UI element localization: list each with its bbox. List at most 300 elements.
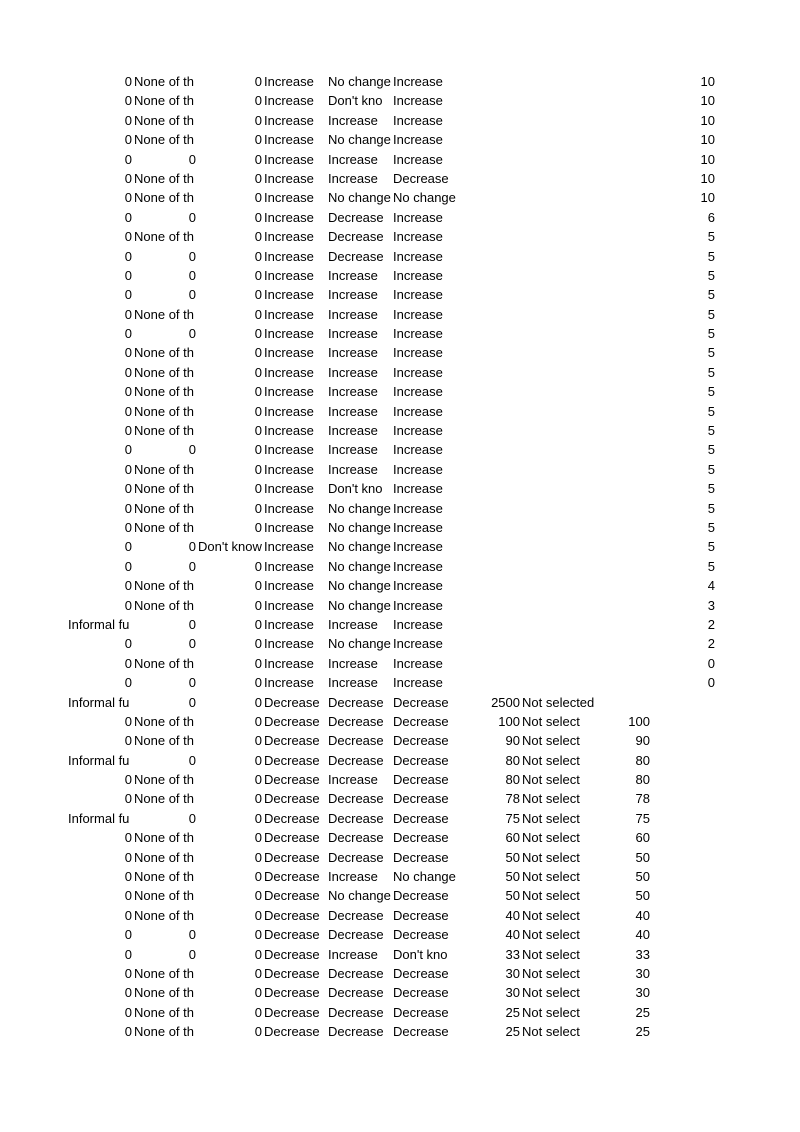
cell-response: None of th [134, 112, 194, 128]
cell-direction-1: Decrease [264, 927, 320, 943]
cell-selection: Not select [522, 733, 580, 749]
cell-direction-3: Decrease [393, 791, 449, 807]
cell-direction-3: Increase [393, 539, 443, 555]
cell-count-3: 0 [254, 810, 262, 826]
cell-count-1: 0 [124, 1024, 132, 1040]
cell-score: 2 [707, 636, 715, 652]
cell-amount: 50 [505, 849, 520, 865]
cell-count-2: 0 [188, 694, 196, 710]
cell-count-1: 0 [124, 345, 132, 361]
cell-count-3: 0 [254, 132, 262, 148]
cell-selection: Not select [522, 869, 580, 885]
cell-direction-2: No change [328, 558, 391, 574]
table-row [0, 828, 800, 847]
cell-direction-1: Increase [264, 442, 314, 458]
cell-direction-3: Increase [393, 326, 443, 342]
cell-response: None of th [134, 93, 194, 109]
cell-direction-2: No change [328, 636, 391, 652]
cell-direction-3: No change [393, 190, 456, 206]
cell-count-2: 0 [188, 539, 196, 555]
cell-count-1: 0 [124, 267, 132, 283]
cell-response: None of th [134, 869, 194, 885]
cell-direction-1: Decrease [264, 869, 320, 885]
cell-direction-3: Increase [393, 616, 443, 632]
table-row [0, 945, 800, 964]
cell-direction-1: Increase [264, 248, 314, 264]
cell-direction-1: Decrease [264, 907, 320, 923]
cell-response: None of th [134, 597, 194, 613]
cell-value: 100 [628, 713, 650, 729]
cell-value: 60 [635, 830, 650, 846]
cell-selection: Not select [522, 888, 580, 904]
cell-direction-2: Decrease [328, 713, 384, 729]
cell-response: None of th [134, 190, 194, 206]
cell-direction-2: No change [328, 132, 391, 148]
cell-score: 10 [700, 74, 715, 89]
cell-direction-2: Decrease [328, 229, 384, 245]
cell-value: 25 [635, 1024, 650, 1040]
cell-direction-1: Decrease [264, 888, 320, 904]
cell-direction-2: Decrease [328, 927, 384, 943]
cell-direction-1: Increase [264, 112, 314, 128]
cell-direction-1: Increase [264, 170, 314, 186]
table-row [0, 634, 800, 653]
cell-score: 5 [707, 364, 715, 380]
cell-direction-3: Decrease [393, 772, 449, 788]
cell-direction-3: Increase [393, 481, 443, 497]
cell-direction-1: Increase [264, 209, 314, 225]
cell-count-3: 0 [254, 267, 262, 283]
cell-response: None of th [134, 830, 194, 846]
cell-direction-1: Increase [264, 519, 314, 535]
cell-direction-2: Increase [328, 869, 378, 885]
cell-score: 5 [707, 500, 715, 516]
cell-direction-2: Decrease [328, 849, 384, 865]
cell-score: 5 [707, 267, 715, 283]
table-row [0, 188, 800, 207]
cell-direction-2: Increase [328, 267, 378, 283]
cell-value: 50 [635, 869, 650, 885]
cell-response: None of th [134, 74, 194, 89]
cell-count-3: 0 [254, 93, 262, 109]
cell-direction-1: Increase [264, 423, 314, 439]
cell-selection: Not select [522, 713, 580, 729]
cell-direction-1: Decrease [264, 752, 320, 768]
table-row [0, 518, 800, 537]
cell-direction-1: Decrease [264, 1024, 320, 1040]
table-row [0, 731, 800, 750]
cell-category: Informal fu [68, 616, 130, 632]
cell-count-3: 0 [254, 1004, 262, 1020]
cell-direction-2: Increase [328, 442, 378, 458]
cell-count-3: 0 [254, 927, 262, 943]
cell-count-3: 0 [254, 326, 262, 342]
cell-direction-2: Increase [328, 461, 378, 477]
cell-selection: Not select [522, 791, 580, 807]
cell-direction-2: Decrease [328, 694, 384, 710]
table-row [0, 169, 800, 188]
cell-direction-3: Increase [393, 655, 443, 671]
cell-direction-3: Decrease [393, 694, 449, 710]
cell-count-3: 0 [254, 752, 262, 768]
cell-response: None of th [134, 985, 194, 1001]
cell-response: None of th [134, 965, 194, 981]
cell-count-2: 0 [188, 442, 196, 458]
cell-direction-3: Decrease [393, 888, 449, 904]
cell-count-1: 0 [124, 791, 132, 807]
cell-score: 5 [707, 539, 715, 555]
cell-count-2: 0 [188, 209, 196, 225]
cell-direction-3: Decrease [393, 713, 449, 729]
cell-direction-2: Increase [328, 306, 378, 322]
cell-direction-3: Increase [393, 306, 443, 322]
cell-amount: 80 [505, 772, 520, 788]
cell-selection: Not select [522, 752, 580, 768]
cell-direction-1: Increase [264, 306, 314, 322]
cell-value: 90 [635, 733, 650, 749]
cell-direction-2: Increase [328, 151, 378, 167]
cell-count-3: 0 [254, 190, 262, 206]
cell-value: 30 [635, 965, 650, 981]
cell-count-2: 0 [188, 810, 196, 826]
table-row [0, 693, 800, 712]
cell-selection: Not select [522, 810, 580, 826]
cell-response: None of th [134, 791, 194, 807]
cell-count-3: 0 [254, 481, 262, 497]
cell-value: 75 [635, 810, 650, 826]
cell-value: 50 [635, 888, 650, 904]
table-row [0, 925, 800, 944]
cell-response: None of th [134, 461, 194, 477]
cell-direction-1: Increase [264, 616, 314, 632]
table-row [0, 382, 800, 401]
cell-score: 10 [700, 132, 715, 148]
table-row [0, 227, 800, 246]
table-row [0, 848, 800, 867]
table-row [0, 72, 800, 91]
cell-direction-2: Increase [328, 423, 378, 439]
cell-amount: 50 [505, 869, 520, 885]
cell-selection: Not select [522, 927, 580, 943]
cell-direction-1: Increase [264, 345, 314, 361]
cell-amount: 30 [505, 985, 520, 1001]
cell-direction-1: Increase [264, 229, 314, 245]
cell-count-3: 0 [254, 907, 262, 923]
cell-amount: 90 [505, 733, 520, 749]
cell-count-3: 0 [254, 791, 262, 807]
cell-amount: 40 [505, 927, 520, 943]
cell-direction-3: Decrease [393, 752, 449, 768]
cell-amount: 2500 [491, 694, 520, 710]
cell-response: None of th [134, 1024, 194, 1040]
cell-direction-2: Increase [328, 170, 378, 186]
cell-count-1: 0 [124, 74, 132, 89]
cell-count-3: 0 [254, 345, 262, 361]
cell-direction-1: Decrease [264, 810, 320, 826]
cell-count-3: 0 [254, 461, 262, 477]
cell-direction-2: No change [328, 539, 391, 555]
cell-response: None of th [134, 500, 194, 516]
cell-direction-2: Decrease [328, 1004, 384, 1020]
cell-count-1: 0 [124, 849, 132, 865]
cell-direction-3: Increase [393, 461, 443, 477]
cell-value: 25 [635, 1004, 650, 1020]
cell-count-3: 0 [254, 558, 262, 574]
cell-count-1: 0 [124, 558, 132, 574]
cell-count-1: 0 [124, 733, 132, 749]
cell-direction-3: Increase [393, 500, 443, 516]
cell-count-1: 0 [124, 830, 132, 846]
cell-response: None of th [134, 1004, 194, 1020]
cell-count-2: 0 [188, 267, 196, 283]
cell-amount: 40 [505, 907, 520, 923]
cell-count-3: 0 [254, 112, 262, 128]
cell-direction-3: Increase [393, 364, 443, 380]
cell-direction-3: Decrease [393, 907, 449, 923]
cell-count-1: 0 [124, 985, 132, 1001]
cell-response: None of th [134, 423, 194, 439]
cell-direction-2: Decrease [328, 752, 384, 768]
cell-value: 78 [635, 791, 650, 807]
table-row [0, 751, 800, 770]
cell-response: None of th [134, 713, 194, 729]
cell-direction-3: Increase [393, 597, 443, 613]
table-row [0, 983, 800, 1002]
cell-count-3: 0 [254, 229, 262, 245]
cell-direction-2: Increase [328, 345, 378, 361]
cell-direction-3: Decrease [393, 927, 449, 943]
cell-direction-2: Don't kno [328, 481, 383, 497]
cell-direction-1: Increase [264, 578, 314, 594]
cell-direction-3: Decrease [393, 965, 449, 981]
cell-direction-2: Increase [328, 772, 378, 788]
cell-count-1: 0 [124, 287, 132, 303]
table-row [0, 130, 800, 149]
cell-count-3: 0 [254, 442, 262, 458]
cell-category: Informal fu [68, 810, 130, 826]
cell-amount: 78 [505, 791, 520, 807]
cell-response: None of th [134, 384, 194, 400]
cell-direction-1: Increase [264, 190, 314, 206]
cell-direction-3: Increase [393, 248, 443, 264]
cell-count-3: 0 [254, 248, 262, 264]
cell-score: 0 [707, 655, 715, 671]
table-row [0, 402, 800, 421]
cell-direction-1: Increase [264, 326, 314, 342]
cell-direction-3: Decrease [393, 170, 449, 186]
cell-score: 5 [707, 442, 715, 458]
cell-direction-1: Increase [264, 364, 314, 380]
cell-amount: 75 [505, 810, 520, 826]
cell-direction-2: No change [328, 519, 391, 535]
cell-direction-2: Decrease [328, 830, 384, 846]
cell-direction-3: Decrease [393, 1004, 449, 1020]
cell-direction-3: Increase [393, 519, 443, 535]
cell-direction-1: Decrease [264, 849, 320, 865]
cell-count-1: 0 [124, 364, 132, 380]
cell-count-1: 0 [124, 869, 132, 885]
cell-count-3: 0 [254, 403, 262, 419]
table-row [0, 770, 800, 789]
cell-direction-1: Increase [264, 287, 314, 303]
cell-direction-3: No change [393, 869, 456, 885]
cell-response: None of th [134, 578, 194, 594]
cell-direction-3: Increase [393, 558, 443, 574]
cell-score: 5 [707, 481, 715, 497]
cell-direction-2: Increase [328, 675, 378, 691]
cell-selection: Not select [522, 907, 580, 923]
cell-direction-2: No change [328, 597, 391, 613]
cell-score: 5 [707, 558, 715, 574]
cell-direction-2: No change [328, 578, 391, 594]
cell-score: 6 [707, 209, 715, 225]
cell-selection: Not select [522, 830, 580, 846]
cell-answer: Don't know [198, 539, 262, 555]
cell-direction-3: Increase [393, 578, 443, 594]
table-row [0, 440, 800, 459]
table-row [0, 906, 800, 925]
cell-selection: Not select [522, 1004, 580, 1020]
cell-count-1: 0 [124, 190, 132, 206]
cell-amount: 60 [505, 830, 520, 846]
table-row [0, 615, 800, 634]
cell-score: 4 [707, 578, 715, 594]
cell-count-2: 0 [188, 927, 196, 943]
cell-score: 0 [707, 675, 715, 691]
cell-count-2: 0 [188, 946, 196, 962]
cell-direction-3: Decrease [393, 733, 449, 749]
table-row [0, 867, 800, 886]
cell-count-1: 0 [124, 965, 132, 981]
cell-count-3: 0 [254, 733, 262, 749]
cell-score: 2 [707, 616, 715, 632]
cell-count-1: 0 [124, 112, 132, 128]
cell-count-1: 0 [124, 384, 132, 400]
cell-direction-1: Increase [264, 597, 314, 613]
cell-direction-3: Increase [393, 151, 443, 167]
cell-direction-2: Increase [328, 364, 378, 380]
cell-count-3: 0 [254, 170, 262, 186]
cell-direction-3: Increase [393, 74, 443, 89]
cell-response: None of th [134, 306, 194, 322]
cell-category: Informal fu [68, 752, 130, 768]
cell-count-1: 0 [124, 306, 132, 322]
cell-direction-2: Decrease [328, 1024, 384, 1040]
cell-score: 10 [700, 112, 715, 128]
cell-count-3: 0 [254, 500, 262, 516]
cell-response: None of th [134, 364, 194, 380]
cell-count-2: 0 [188, 558, 196, 574]
table-row [0, 886, 800, 905]
cell-direction-3: Increase [393, 423, 443, 439]
cell-count-2: 0 [188, 675, 196, 691]
cell-score: 5 [707, 423, 715, 439]
cell-score: 5 [707, 345, 715, 361]
cell-direction-3: Increase [393, 287, 443, 303]
table-row [0, 809, 800, 828]
cell-direction-1: Decrease [264, 772, 320, 788]
cell-count-3: 0 [254, 74, 262, 89]
table-row [0, 343, 800, 362]
cell-score: 10 [700, 190, 715, 206]
cell-direction-1: Decrease [264, 965, 320, 981]
cell-response: None of th [134, 849, 194, 865]
cell-response: None of th [134, 481, 194, 497]
cell-count-3: 0 [254, 888, 262, 904]
cell-count-1: 0 [124, 597, 132, 613]
cell-count-1: 0 [124, 170, 132, 186]
cell-count-3: 0 [254, 384, 262, 400]
cell-count-1: 0 [124, 151, 132, 167]
cell-value: 80 [635, 752, 650, 768]
cell-count-3: 0 [254, 364, 262, 380]
table-row [0, 596, 800, 615]
cell-count-3: 0 [254, 519, 262, 535]
cell-count-1: 0 [124, 229, 132, 245]
cell-direction-3: Don't kno [393, 946, 448, 962]
cell-count-1: 0 [124, 927, 132, 943]
cell-count-3: 0 [254, 849, 262, 865]
cell-count-1: 0 [124, 655, 132, 671]
table-row [0, 557, 800, 576]
cell-direction-2: Increase [328, 616, 378, 632]
cell-count-3: 0 [254, 636, 262, 652]
cell-count-3: 0 [254, 616, 262, 632]
cell-amount: 30 [505, 965, 520, 981]
cell-direction-1: Increase [264, 655, 314, 671]
spreadsheet-page [0, 72, 800, 1042]
cell-count-3: 0 [254, 830, 262, 846]
table-row [0, 421, 800, 440]
cell-count-1: 0 [124, 500, 132, 516]
cell-direction-1: Increase [264, 267, 314, 283]
cell-count-1: 0 [124, 907, 132, 923]
cell-direction-1: Increase [264, 93, 314, 109]
cell-amount: 25 [505, 1004, 520, 1020]
cell-count-2: 0 [188, 151, 196, 167]
cell-direction-2: Decrease [328, 209, 384, 225]
cell-direction-3: Increase [393, 132, 443, 148]
cell-selection: Not select [522, 772, 580, 788]
cell-direction-1: Decrease [264, 946, 320, 962]
cell-direction-3: Increase [393, 403, 443, 419]
cell-direction-1: Increase [264, 461, 314, 477]
cell-selection: Not selected [522, 694, 595, 710]
cell-amount: 50 [505, 888, 520, 904]
cell-direction-1: Increase [264, 481, 314, 497]
cell-count-1: 0 [124, 675, 132, 691]
cell-amount: 80 [505, 752, 520, 768]
cell-count-1: 0 [124, 1004, 132, 1020]
table-row [0, 673, 800, 692]
cell-value: 30 [635, 985, 650, 1001]
cell-direction-2: No change [328, 190, 391, 206]
cell-direction-1: Decrease [264, 791, 320, 807]
cell-direction-2: Decrease [328, 985, 384, 1001]
cell-direction-1: Increase [264, 132, 314, 148]
cell-count-1: 0 [124, 423, 132, 439]
table-row [0, 305, 800, 324]
cell-direction-2: No change [328, 888, 391, 904]
table-row [0, 537, 800, 556]
cell-response: None of th [134, 519, 194, 535]
cell-amount: 25 [505, 1024, 520, 1040]
cell-direction-1: Decrease [264, 713, 320, 729]
cell-value: 80 [635, 772, 650, 788]
cell-count-1: 0 [124, 772, 132, 788]
cell-count-1: 0 [124, 578, 132, 594]
cell-direction-2: Increase [328, 326, 378, 342]
